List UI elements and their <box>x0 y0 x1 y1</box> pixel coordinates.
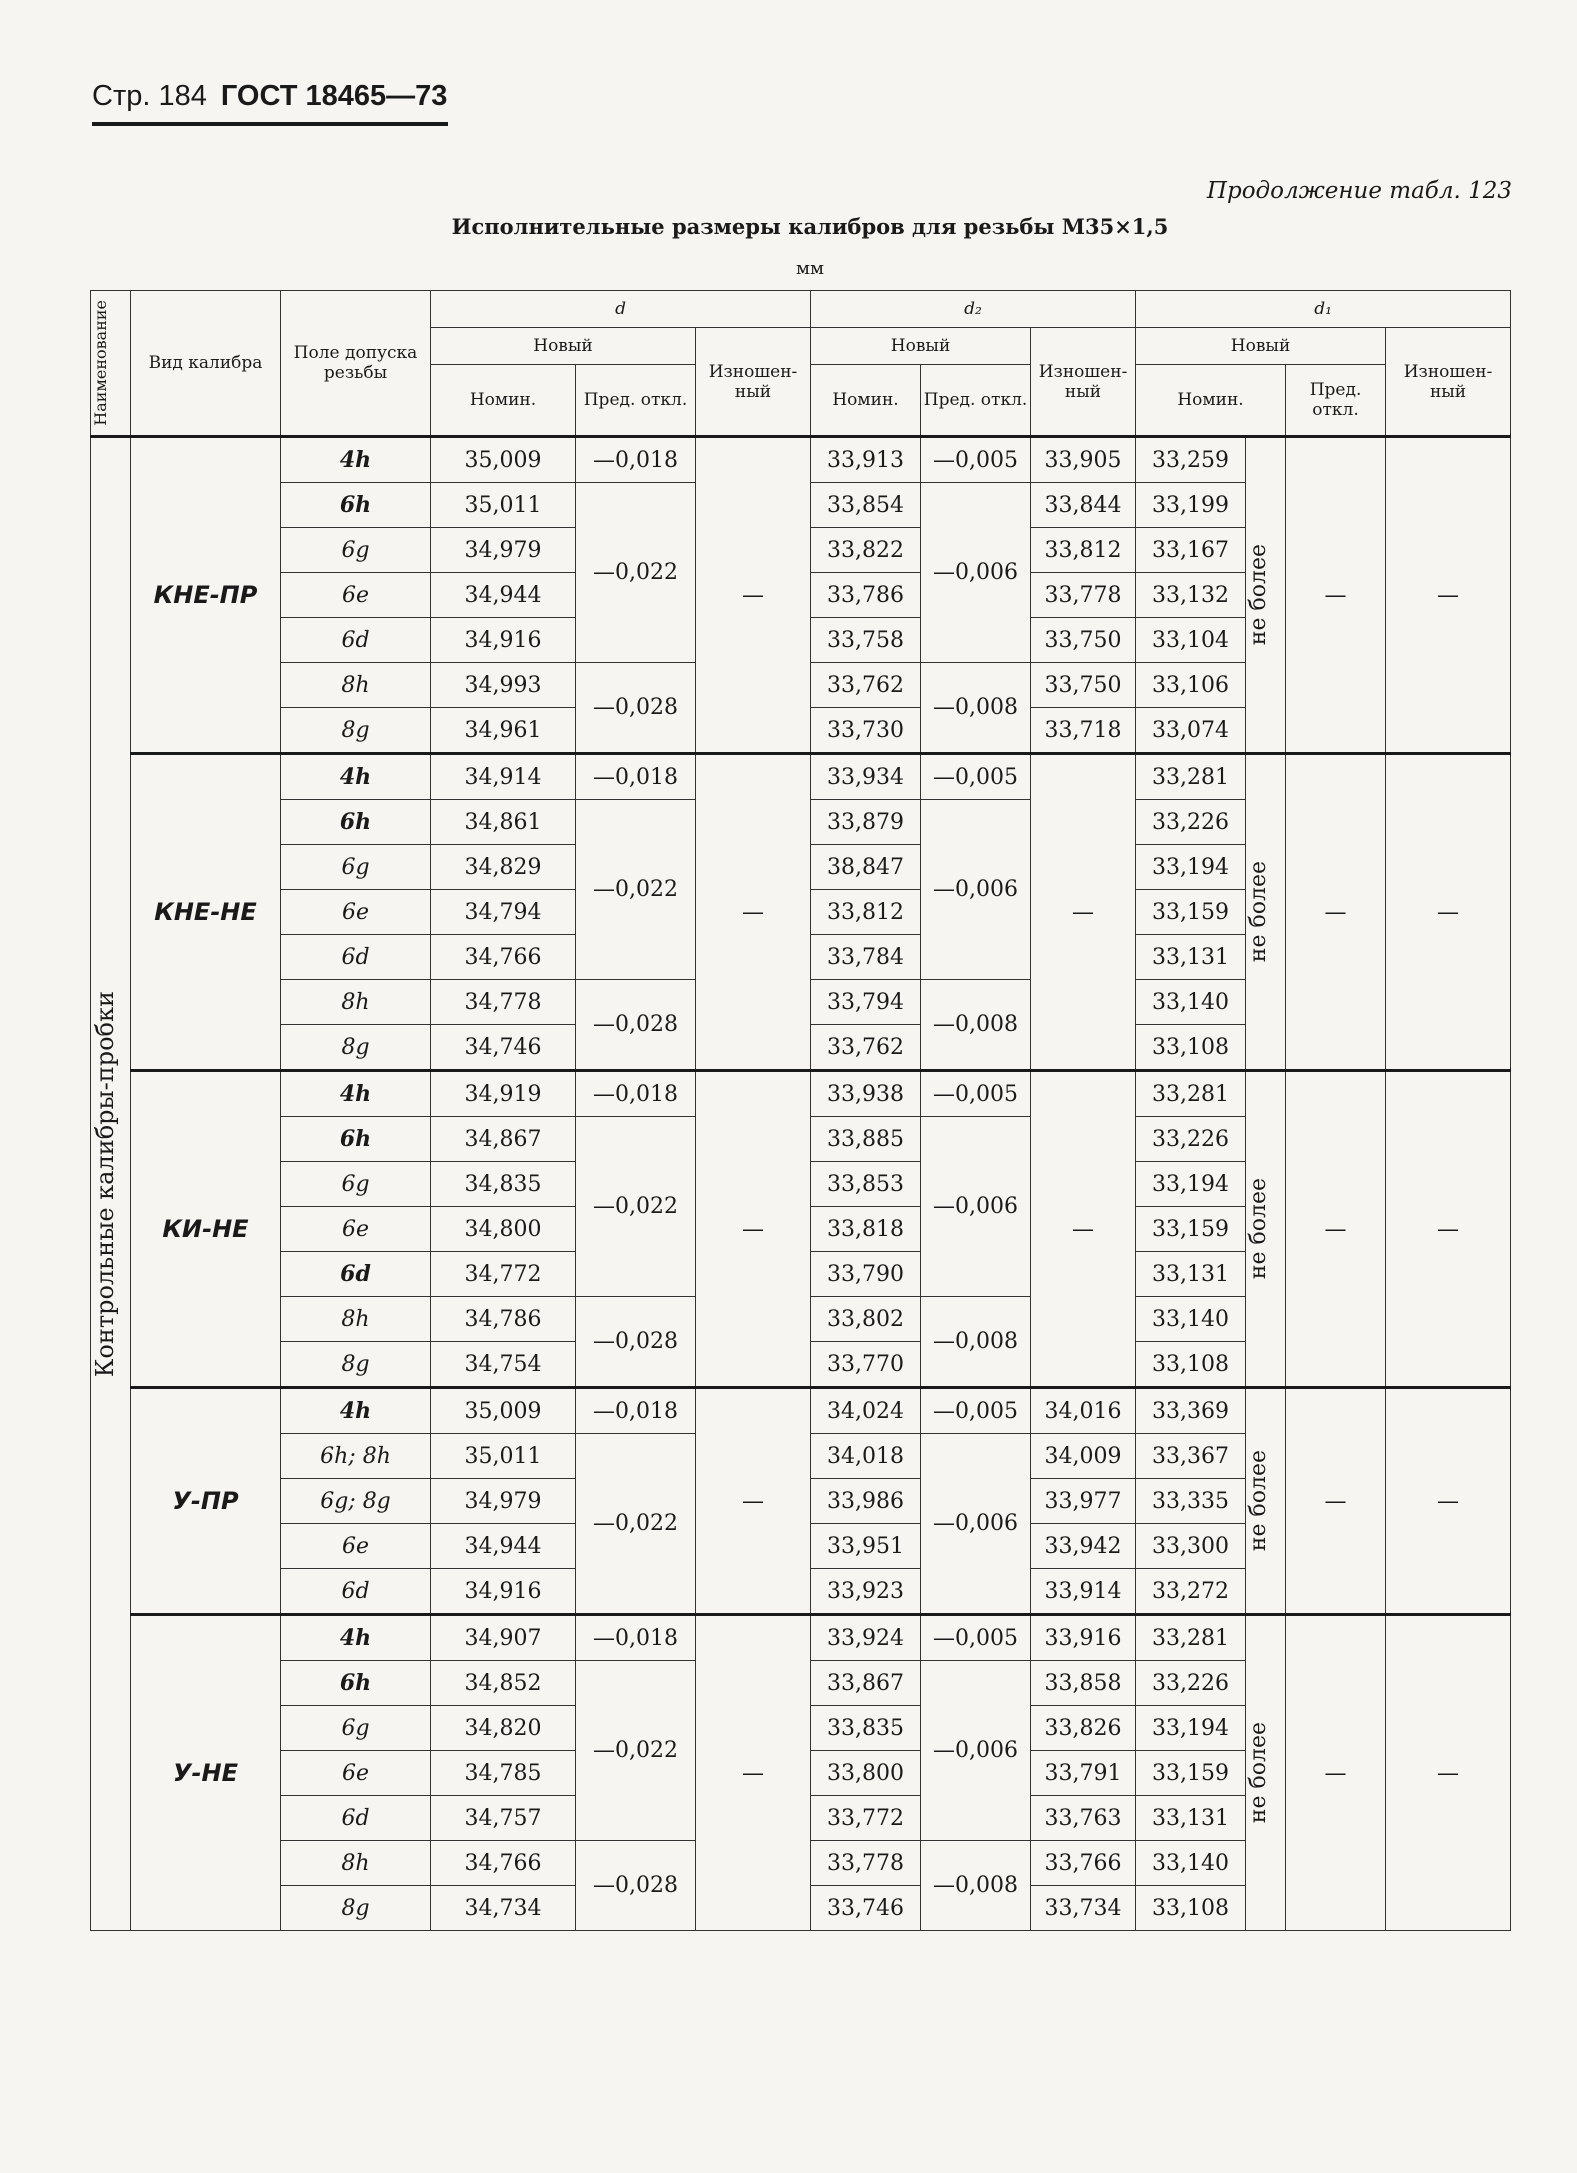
d2-worn: 33,763 <box>1031 1796 1136 1841</box>
d1-nominal: 33,131 <box>1136 1252 1246 1297</box>
not-more-label: не более <box>1246 861 1272 963</box>
d2-nominal: 33,938 <box>811 1071 921 1117</box>
d2-nominal: 33,778 <box>811 1841 921 1886</box>
d-deviation: —0,028 <box>576 980 696 1071</box>
d-nominal: 34,916 <box>431 618 576 663</box>
tolerance-field: 8g <box>281 1342 431 1388</box>
d1-nominal: 33,108 <box>1136 1886 1246 1931</box>
d-deviation: —0,028 <box>576 663 696 754</box>
d1-deviation: — <box>1286 1071 1386 1388</box>
table-row <box>91 1615 1511 1661</box>
d-deviation: —0,018 <box>576 437 696 483</box>
d1-worn-header: Изношен-ный <box>1386 328 1511 437</box>
d-deviation: —0,022 <box>576 1117 696 1297</box>
d-nominal: 34,746 <box>431 1025 576 1071</box>
d2-worn: 33,858 <box>1031 1661 1136 1706</box>
d2-deviation: —0,008 <box>921 1297 1031 1388</box>
d2-nominal: 33,772 <box>811 1796 921 1841</box>
d2-nominal: 33,867 <box>811 1661 921 1706</box>
d1-nominal: 33,108 <box>1136 1342 1246 1388</box>
d2-worn: 33,977 <box>1031 1479 1136 1524</box>
d-nominal: 34,993 <box>431 663 576 708</box>
d-deviation: —0,018 <box>576 1615 696 1661</box>
d-nominal: 34,766 <box>431 1841 576 1886</box>
d-nominal-header: Номин. <box>431 365 576 437</box>
d1-not-more-cell <box>1246 754 1286 1071</box>
tolerance-field: 6g <box>281 845 431 890</box>
d1-worn: — <box>1386 1071 1511 1388</box>
gauge-type: У-ПР <box>131 1388 281 1615</box>
tolerance-field: 6d <box>281 935 431 980</box>
d2-worn-header: Изношен-ный <box>1031 328 1136 437</box>
d1-deviation: — <box>1286 1388 1386 1615</box>
d1-nominal: 33,369 <box>1136 1388 1246 1434</box>
d2-deviation: —0,005 <box>921 437 1031 483</box>
table-header <box>91 291 1511 437</box>
d1-nominal: 33,226 <box>1136 800 1246 845</box>
d-nominal: 34,944 <box>431 573 576 618</box>
d-nominal: 34,907 <box>431 1615 576 1661</box>
d1-nominal: 33,074 <box>1136 708 1246 754</box>
d-nominal: 34,778 <box>431 980 576 1025</box>
d-nominal: 34,757 <box>431 1796 576 1841</box>
d-nominal: 34,852 <box>431 1661 576 1706</box>
tolerance-field: 8g <box>281 708 431 754</box>
d2-nominal: 33,879 <box>811 800 921 845</box>
tolerance-field: 6d <box>281 618 431 663</box>
d-worn: — <box>696 1071 811 1388</box>
tolerance-field: 6h <box>281 800 431 845</box>
d2-nominal: 33,854 <box>811 483 921 528</box>
d1-nominal: 33,226 <box>1136 1661 1246 1706</box>
d1-nominal: 33,159 <box>1136 1751 1246 1796</box>
d-nominal: 35,011 <box>431 1434 576 1479</box>
d-nominal: 34,754 <box>431 1342 576 1388</box>
d1-not-more-cell <box>1246 1615 1286 1931</box>
d-new-header: Новый <box>431 328 696 365</box>
tolerance-field: 6g; 8g <box>281 1479 431 1524</box>
d1-nominal: 33,367 <box>1136 1434 1246 1479</box>
gauge-type: КНЕ-НЕ <box>131 754 281 1071</box>
d-nominal: 34,979 <box>431 1479 576 1524</box>
d-worn: — <box>696 1615 811 1931</box>
d1-worn: — <box>1386 437 1511 754</box>
d1-worn: — <box>1386 754 1511 1071</box>
tolerance-field: 8h <box>281 1297 431 1342</box>
d2-deviation: —0,005 <box>921 1615 1031 1661</box>
category-cell <box>91 437 131 1931</box>
tolerance-field: 8g <box>281 1025 431 1071</box>
d2-deviation: —0,006 <box>921 1434 1031 1615</box>
d2-worn: — <box>1031 754 1136 1071</box>
d-nominal: 34,734 <box>431 1886 576 1931</box>
tolerance-field: 6g <box>281 528 431 573</box>
d-worn: — <box>696 1388 811 1615</box>
d-deviation: —0,022 <box>576 800 696 980</box>
tolerance-field: 8g <box>281 1886 431 1931</box>
d2-worn: 33,942 <box>1031 1524 1136 1569</box>
gauge-type: У-НЕ <box>131 1615 281 1931</box>
d1-nominal: 33,281 <box>1136 1071 1246 1117</box>
d1-nominal: 33,194 <box>1136 1162 1246 1207</box>
table-continuation-note: Продолжение табл. 123 <box>1206 178 1512 204</box>
d2-nominal: 38,847 <box>811 845 921 890</box>
d2-worn: 34,016 <box>1031 1388 1136 1434</box>
d2-worn: 33,791 <box>1031 1751 1136 1796</box>
d-nominal: 34,867 <box>431 1117 576 1162</box>
page-number: Стр. 184 <box>92 80 207 112</box>
d-nominal: 34,785 <box>431 1751 576 1796</box>
d2-nominal: 33,758 <box>811 618 921 663</box>
d2-worn: 33,826 <box>1031 1706 1136 1751</box>
page-header <box>92 80 448 126</box>
d2-worn: 33,914 <box>1031 1569 1136 1615</box>
d1-not-more-cell <box>1246 1071 1286 1388</box>
d1-nominal: 33,194 <box>1136 845 1246 890</box>
table-body <box>91 437 1511 1931</box>
table-row <box>91 754 1511 800</box>
d2-worn: 33,844 <box>1031 483 1136 528</box>
tolerance-field: 4h <box>281 437 431 483</box>
d2-nominal: 33,746 <box>811 1886 921 1931</box>
d2-nominal: 33,853 <box>811 1162 921 1207</box>
tolerance-field: 4h <box>281 1071 431 1117</box>
tolerance-field: 6e <box>281 1524 431 1569</box>
d2-nominal: 33,822 <box>811 528 921 573</box>
d2-worn: 33,905 <box>1031 437 1136 483</box>
gauge-type-header: Вид калибра <box>131 291 281 437</box>
d-nominal: 34,800 <box>431 1207 576 1252</box>
d2-deviation: —0,006 <box>921 800 1031 980</box>
gauge-dimensions-table <box>90 290 1511 1931</box>
d2-deviation: —0,005 <box>921 1071 1031 1117</box>
not-more-label: не более <box>1246 1178 1272 1280</box>
d-nominal: 34,772 <box>431 1252 576 1297</box>
d1-new-header: Новый <box>1136 328 1386 365</box>
tolerance-field: 6g <box>281 1706 431 1751</box>
not-more-label: не более <box>1246 1450 1272 1552</box>
tolerance-field: 6h <box>281 483 431 528</box>
d-worn-header: Изношен-ный <box>696 328 811 437</box>
tolerance-field: 8h <box>281 980 431 1025</box>
tolerance-field: 8h <box>281 663 431 708</box>
category-label: Контрольные калибры-пробки <box>91 990 119 1378</box>
d2-nominal: 33,924 <box>811 1615 921 1661</box>
d1-nominal: 33,281 <box>1136 754 1246 800</box>
gauge-type: КИ-НЕ <box>131 1071 281 1388</box>
d1-not-more-cell <box>1246 437 1286 754</box>
d1-deviation: — <box>1286 437 1386 754</box>
tolerance-field: 6g <box>281 1162 431 1207</box>
d2-deviation: —0,008 <box>921 663 1031 754</box>
tolerance-field: 4h <box>281 754 431 800</box>
table-row <box>91 1071 1511 1117</box>
tolerance-field: 8h <box>281 1841 431 1886</box>
d1-header: d₁ <box>1136 291 1511 328</box>
d1-nominal-header: Номин. <box>1136 365 1286 437</box>
d2-worn: 33,718 <box>1031 708 1136 754</box>
tolerance-field: 6e <box>281 1751 431 1796</box>
d2-nominal: 34,018 <box>811 1434 921 1479</box>
d2-worn: 33,734 <box>1031 1886 1136 1931</box>
d-deviation: —0,022 <box>576 1661 696 1841</box>
d1-nominal: 33,167 <box>1136 528 1246 573</box>
d2-deviation-header: Пред. откл. <box>921 365 1031 437</box>
tolerance-field: 6h; 8h <box>281 1434 431 1479</box>
d-header: d <box>431 291 811 328</box>
d1-worn: — <box>1386 1615 1511 1931</box>
d1-worn: — <box>1386 1388 1511 1615</box>
d2-deviation: —0,005 <box>921 1388 1031 1434</box>
d2-nominal: 33,951 <box>811 1524 921 1569</box>
d-nominal: 34,835 <box>431 1162 576 1207</box>
d2-nominal: 33,784 <box>811 935 921 980</box>
d2-worn: 33,916 <box>1031 1615 1136 1661</box>
d1-nominal: 33,108 <box>1136 1025 1246 1071</box>
d2-deviation: —0,008 <box>921 980 1031 1071</box>
d-worn: — <box>696 437 811 754</box>
d1-nominal: 33,132 <box>1136 573 1246 618</box>
d-nominal: 34,919 <box>431 1071 576 1117</box>
d2-nominal: 33,923 <box>811 1569 921 1615</box>
d1-nominal: 33,259 <box>1136 437 1246 483</box>
tolerance-field: 4h <box>281 1388 431 1434</box>
d-nominal: 34,794 <box>431 890 576 935</box>
d2-nominal: 33,812 <box>811 890 921 935</box>
tolerance-field: 6e <box>281 1207 431 1252</box>
d2-worn: 33,750 <box>1031 663 1136 708</box>
tolerance-field: 6h <box>281 1117 431 1162</box>
d1-nominal: 33,140 <box>1136 980 1246 1025</box>
d-nominal: 34,786 <box>431 1297 576 1342</box>
d-deviation: —0,028 <box>576 1841 696 1931</box>
d2-deviation: —0,008 <box>921 1841 1031 1931</box>
d1-nominal: 33,335 <box>1136 1479 1246 1524</box>
d2-nominal: 33,934 <box>811 754 921 800</box>
d-nominal: 35,011 <box>431 483 576 528</box>
d-nominal: 34,766 <box>431 935 576 980</box>
name-column-header: Наименование <box>91 291 131 437</box>
d2-nominal: 33,913 <box>811 437 921 483</box>
d1-deviation: — <box>1286 754 1386 1071</box>
d-deviation: —0,018 <box>576 1388 696 1434</box>
d1-nominal: 33,140 <box>1136 1841 1246 1886</box>
table-row <box>91 437 1511 483</box>
tolerance-field: 6d <box>281 1796 431 1841</box>
not-more-label: не более <box>1246 544 1272 646</box>
d1-not-more-cell <box>1246 1388 1286 1615</box>
d2-deviation: —0,006 <box>921 1661 1031 1841</box>
d2-deviation: —0,006 <box>921 1117 1031 1297</box>
d1-nominal: 33,272 <box>1136 1569 1246 1615</box>
tolerance-field: 6h <box>281 1661 431 1706</box>
d2-nominal-header: Номин. <box>811 365 921 437</box>
table-row <box>91 1388 1511 1434</box>
d-nominal: 34,979 <box>431 528 576 573</box>
unit-label: мм <box>795 258 824 279</box>
gauge-type: КНЕ-ПР <box>131 437 281 754</box>
d-nominal: 34,829 <box>431 845 576 890</box>
tolerance-field: 6e <box>281 890 431 935</box>
d2-header: d₂ <box>811 291 1136 328</box>
d2-nominal: 33,794 <box>811 980 921 1025</box>
tolerance-field: 6d <box>281 1252 431 1297</box>
d-deviation-header: Пред. откл. <box>576 365 696 437</box>
tolerance-field-header: Поле допуска резьбы <box>281 291 431 437</box>
d1-deviation-header: Пред. откл. <box>1286 365 1386 437</box>
d2-worn: — <box>1031 1071 1136 1388</box>
d2-worn: 33,812 <box>1031 528 1136 573</box>
d-nominal: 35,009 <box>431 437 576 483</box>
d2-worn: 34,009 <box>1031 1434 1136 1479</box>
d2-nominal: 33,730 <box>811 708 921 754</box>
table-title: Исполнительные размеры калибров для резьбы М35×1,5 <box>451 214 1169 239</box>
d1-nominal: 33,106 <box>1136 663 1246 708</box>
d-nominal: 34,914 <box>431 754 576 800</box>
d-nominal: 35,009 <box>431 1388 576 1434</box>
d2-nominal: 33,800 <box>811 1751 921 1796</box>
d2-nominal: 33,818 <box>811 1207 921 1252</box>
d2-nominal: 33,885 <box>811 1117 921 1162</box>
d-nominal: 34,861 <box>431 800 576 845</box>
d2-nominal: 33,762 <box>811 663 921 708</box>
d-nominal: 34,961 <box>431 708 576 754</box>
d-nominal: 34,944 <box>431 1524 576 1569</box>
d2-worn: 33,766 <box>1031 1841 1136 1886</box>
not-more-label: не более <box>1246 1722 1272 1824</box>
standard-number: ГОСТ 18465—73 <box>220 80 448 112</box>
d1-nominal: 33,159 <box>1136 1207 1246 1252</box>
d2-worn: 33,778 <box>1031 573 1136 618</box>
d2-deviation: —0,005 <box>921 754 1031 800</box>
d-nominal: 34,916 <box>431 1569 576 1615</box>
d2-nominal: 33,762 <box>811 1025 921 1071</box>
d1-nominal: 33,281 <box>1136 1615 1246 1661</box>
d1-nominal: 33,300 <box>1136 1524 1246 1569</box>
d-worn: — <box>696 754 811 1071</box>
d2-nominal: 33,835 <box>811 1706 921 1751</box>
tolerance-field: 6e <box>281 573 431 618</box>
d1-nominal: 33,199 <box>1136 483 1246 528</box>
d1-nominal: 33,194 <box>1136 1706 1246 1751</box>
d1-nominal: 33,131 <box>1136 935 1246 980</box>
d1-deviation: — <box>1286 1615 1386 1931</box>
d1-nominal: 33,140 <box>1136 1297 1246 1342</box>
d2-deviation: —0,006 <box>921 483 1031 663</box>
d-deviation: —0,028 <box>576 1297 696 1388</box>
d-deviation: —0,018 <box>576 754 696 800</box>
d2-nominal: 33,986 <box>811 1479 921 1524</box>
d2-nominal: 33,770 <box>811 1342 921 1388</box>
d-deviation: —0,022 <box>576 483 696 663</box>
d1-nominal: 33,131 <box>1136 1796 1246 1841</box>
d2-nominal: 33,802 <box>811 1297 921 1342</box>
tolerance-field: 4h <box>281 1615 431 1661</box>
d1-nominal: 33,226 <box>1136 1117 1246 1162</box>
d1-nominal: 33,104 <box>1136 618 1246 663</box>
d-deviation: —0,018 <box>576 1071 696 1117</box>
d2-nominal: 33,786 <box>811 573 921 618</box>
d-nominal: 34,820 <box>431 1706 576 1751</box>
d-deviation: —0,022 <box>576 1434 696 1615</box>
tolerance-field: 6d <box>281 1569 431 1615</box>
d2-nominal: 33,790 <box>811 1252 921 1297</box>
d2-worn: 33,750 <box>1031 618 1136 663</box>
d2-nominal: 34,024 <box>811 1388 921 1434</box>
d2-new-header: Новый <box>811 328 1031 365</box>
d1-nominal: 33,159 <box>1136 890 1246 935</box>
